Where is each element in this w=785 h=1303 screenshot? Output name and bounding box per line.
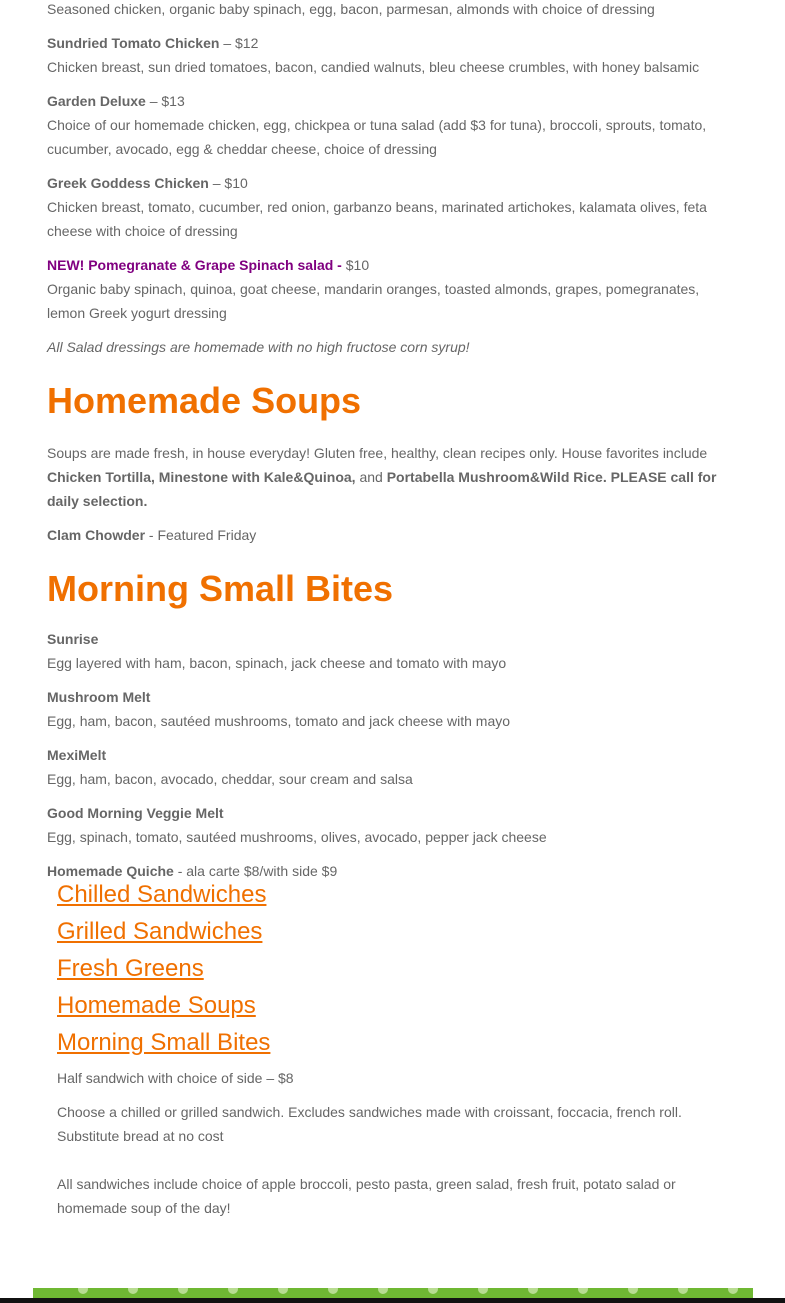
half-sandwich-note: Half sandwich with choice of side – $8 — [57, 1070, 294, 1086]
item-price: – $13 — [145, 93, 185, 109]
link-grilled-sandwiches[interactable]: Grilled Sandwiches — [57, 918, 263, 945]
item-description: Egg layered with ham, bacon, spinach, jack cheese and tomato with mayo — [47, 655, 507, 671]
new-item-name: NEW! Pomegranate & Grape Spinach salad - — [47, 257, 342, 273]
soups-intro — [47, 441, 737, 513]
menu-item-new — [47, 253, 737, 325]
item-note: - Featured Friday — [145, 527, 257, 543]
menu-item — [47, 523, 737, 547]
item-name: Homemade Quiche — [47, 863, 174, 879]
menu-content — [47, 0, 737, 883]
item-name: Greek Goddess Chicken — [47, 175, 209, 191]
menu-item — [47, 89, 737, 161]
footer-bottom-bar — [0, 1298, 785, 1303]
item-description: Egg, ham, bacon, sautéed mushrooms, tomato and jack cheese with mayo — [47, 713, 511, 729]
item-note: - ala carte $8/with side $9 — [173, 863, 338, 879]
includes-note: All sandwiches include choice of apple broccoli, pesto pasta, green salad, fresh fruit, potato salad or homemade soup of the day! — [57, 1176, 676, 1216]
item-name: MexiMelt — [47, 747, 107, 763]
soups-and: and — [355, 469, 387, 485]
item-name: Clam Chowder — [47, 527, 146, 543]
item-price: – $12 — [219, 35, 259, 51]
menu-item — [47, 685, 737, 733]
item-description: Choice of our homemade chicken, egg, chickpea or tuna salad (add $3 for tuna), broccoli, sprouts, tomato, cucumber, avocado, egg & cheddar cheese, choice of dressing — [47, 117, 707, 157]
item-name: Mushroom Melt — [47, 689, 151, 705]
soups-favorites-1: Chicken Tortilla, Minestone with Kale&Quinoa, — [47, 469, 356, 485]
item-description: Seasoned chicken, organic baby spinach, egg, bacon, parmesan, almonds with choice of dressing — [47, 1, 655, 17]
section-heading-bites: Morning Small Bites — [47, 568, 394, 609]
item-description: Egg, spinach, tomato, sautéed mushrooms, olives, avocado, pepper jack cheese — [47, 829, 547, 845]
menu-item — [47, 743, 737, 791]
link-chilled-sandwiches[interactable]: Chilled Sandwiches — [57, 881, 267, 908]
menu-item — [47, 31, 737, 79]
item-description: Egg, ham, bacon, avocado, cheddar, sour cream and salsa — [47, 771, 413, 787]
menu-section-links — [57, 876, 737, 1061]
choose-sandwich-note: Choose a chilled or grilled sandwich. Excludes sandwiches made with croissant, foccacia, french roll. Substitute bread at no cost — [57, 1104, 682, 1144]
soups-favorites-2: Portabella Mushroom&Wild Rice. PLEASE call for daily selection. — [47, 469, 717, 509]
link-morning-small-bites[interactable]: Morning Small Bites — [57, 1029, 271, 1056]
menu-item — [47, 171, 737, 243]
item-name: Sunrise — [47, 631, 99, 647]
item-name: Good Morning Veggie Melt — [47, 805, 224, 821]
item-description: Chicken breast, sun dried tomatoes, bacon, candied walnuts, bleu cheese crumbles, with honey balsamic — [47, 59, 700, 75]
sandwich-info — [57, 1066, 717, 1220]
menu-item — [47, 801, 737, 849]
item-description: Organic baby spinach, quinoa, goat cheese, mandarin oranges, toasted almonds, grapes, pomegranates, lemon Greek yogurt dressing — [47, 281, 700, 321]
item-name: Sundried Tomato Chicken — [47, 35, 220, 51]
item-description: Chicken breast, tomato, cucumber, red onion, garbanzo beans, marinated artichokes, kalamata olives, feta cheese with choice of dressing — [47, 199, 707, 239]
link-fresh-greens[interactable]: Fresh Greens — [57, 955, 204, 982]
item-price: – $10 — [208, 175, 248, 191]
menu-item — [47, 627, 737, 675]
item-name: Garden Deluxe — [47, 93, 146, 109]
item-price: $10 — [341, 257, 370, 273]
soups-intro-text: Soups are made fresh, in house everyday! Gluten free, healthy, clean recipes only. House favorites include — [47, 445, 708, 461]
section-heading-soups: Homemade Soups — [47, 380, 362, 421]
dressing-note: All Salad dressings are homemade with no high fructose corn syrup! — [47, 339, 470, 355]
polka-dot-pattern — [33, 1288, 753, 1294]
link-homemade-soups[interactable]: Homemade Soups — [57, 992, 256, 1019]
